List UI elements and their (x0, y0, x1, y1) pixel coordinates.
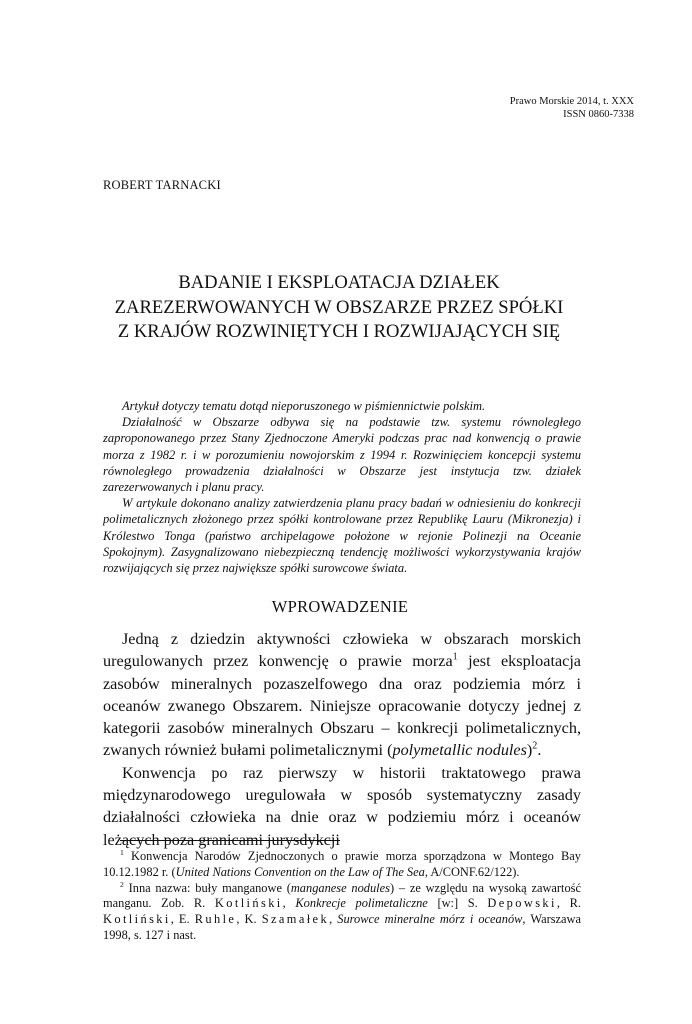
body-p1-text-d: . (537, 741, 542, 760)
body-p1-italic-term: polymetallic nodules (392, 741, 527, 760)
abstract-paragraph-1: Artykuł dotyczy tematu dotąd nieporuszonego w piśmiennictwie polskim. (122, 399, 486, 413)
footnote-1 (103, 849, 581, 881)
article-title (100, 271, 578, 345)
body-p1-text-b: jest eksploatacja zasobów mineralnych pozaszelfowego dna oraz podziemia mórz i oceanów zwanego Obszarem. Niniejsze opracowanie dotyczy jednej z kategorii zasobów mineralnych Obszaru – konkrecji polimetalicznych, zwanych również bułami polimetalicznymi ( (103, 652, 581, 760)
section-heading: WPROWADZENIE (271, 597, 409, 616)
footnote-2-text-b: ) – ze względu na wysoką zawartość manganu. Zob. R. (103, 880, 581, 911)
journal-header (510, 96, 634, 121)
footnote-ref-2[interactable]: 2 (532, 741, 538, 753)
footnote-2-italic-1: manganese nodules (290, 880, 390, 895)
footnote-2-author-2: Depowski (487, 896, 557, 911)
title-line-1: BADANIE I EKSPLOATACJA DZIAŁEK (178, 272, 500, 293)
footnote-2-italic-3: Surowce mineralne mórz i oceanów (337, 912, 523, 927)
footnote-separator (120, 840, 340, 841)
title-line-3: Z KRAJÓW ROZWINIĘTYCH I ROZWIJAJĄCYCH SIĘ (117, 321, 561, 342)
journal-name: Prawo Morskie 2014, t. XXX (509, 96, 634, 107)
footnote-2-text-g: , K. (236, 912, 262, 927)
footnote-2-author-5: Szamałek (261, 912, 330, 927)
footnote-2-text-c: , (282, 896, 296, 911)
body-text (103, 628, 581, 851)
body-paragraph-1 (103, 628, 581, 762)
journal-issn: ISSN 0860-7338 (563, 108, 634, 120)
footnote-2-text-e: , R. (556, 896, 581, 911)
footnote-2-text-d: [w:] S. (427, 896, 488, 911)
footnote-1-text-b: , A/CONF.62/122). (424, 864, 520, 879)
footnote-2-author-3: Kotliński (103, 912, 171, 927)
abstract (103, 398, 581, 576)
author-name: ROBERT TARNACKI (103, 178, 221, 192)
footnote-1-italic: United Nations Convention on the Law of The Sea (175, 864, 425, 879)
abstract-paragraph-3: W artykule dokonano analizy zatwierdzenia planu pracy badań w odniesieniu do konkrecji polimetalicznych złożonego przez spółki kontrolowane przez Republikę Lauru (Mikronezja) i Królestwo Tonga (państwo archipelagowe położone w rejonie Polinezji na Oceanie Spokojnym). Zasygnalizowano niebezpieczną tendencję możliwości wykorzystywania krajów rozwijających się przez największe spółki surowcowe świata. (103, 496, 581, 576)
body-p1-text-a: Jedną z dziedzin aktywności człowieka w obszarach morskich uregulowanych przez konwencję o prawie morza (103, 630, 581, 671)
body-paragraph-2: Konwencja po raz pierwszy w historii traktatowego prawa międzynarodowego uregulowała w sposób systematyczny zasady działalności człowieka na dnie oraz w podziemiu mórz i oceanów leżących poza granicami jurysdykcji (103, 763, 581, 849)
footnote-1-text-a: Konwencja Narodów Zjednoczonych o prawie morza sporządzona w Montego Bay 10.12.1982 r. ( (103, 849, 581, 879)
title-line-2: ZAREZERWOWANYCH W OBSZARZE PRZEZ SPÓŁKI (114, 296, 564, 318)
footnote-2-author-1: Kotliński (214, 896, 283, 911)
footnote-2-text-f: , E. (170, 912, 195, 927)
footnote-2 (103, 881, 581, 944)
footnote-ref-1[interactable]: 1 (452, 651, 458, 663)
footnotes (103, 849, 581, 944)
footnote-2-text-a: Inna nazwa: buły manganowe ( (123, 880, 291, 895)
body-p1-text-c: ) (526, 741, 533, 760)
footnote-2-italic-2: Konkrecje polimetaliczne (295, 896, 428, 911)
footnote-2-number: 2 (120, 879, 124, 889)
abstract-paragraph-2: Działalność w Obszarze odbywa się na podstawie tzw. systemu równoległego zaproponowanego przez Stany Zjednoczone Ameryki podczas prac nad konwencją o prawie morza z 1982 r. i w porozumieniu nowojorskim z 1994 r. Rozwinięciem koncepcji systemu równoległego prowadzenia działalności w Obszarze jest instytucja tzw. działek zarezerwowanych i planu pracy. (103, 415, 581, 495)
footnote-2-text-i: , Warszawa 1998, s. 127 i nast. (103, 912, 581, 942)
footnote-2-author-4: Ruhle (194, 912, 237, 927)
footnote-1-number: 1 (120, 847, 124, 857)
footnote-2-text-h: , (329, 912, 338, 927)
